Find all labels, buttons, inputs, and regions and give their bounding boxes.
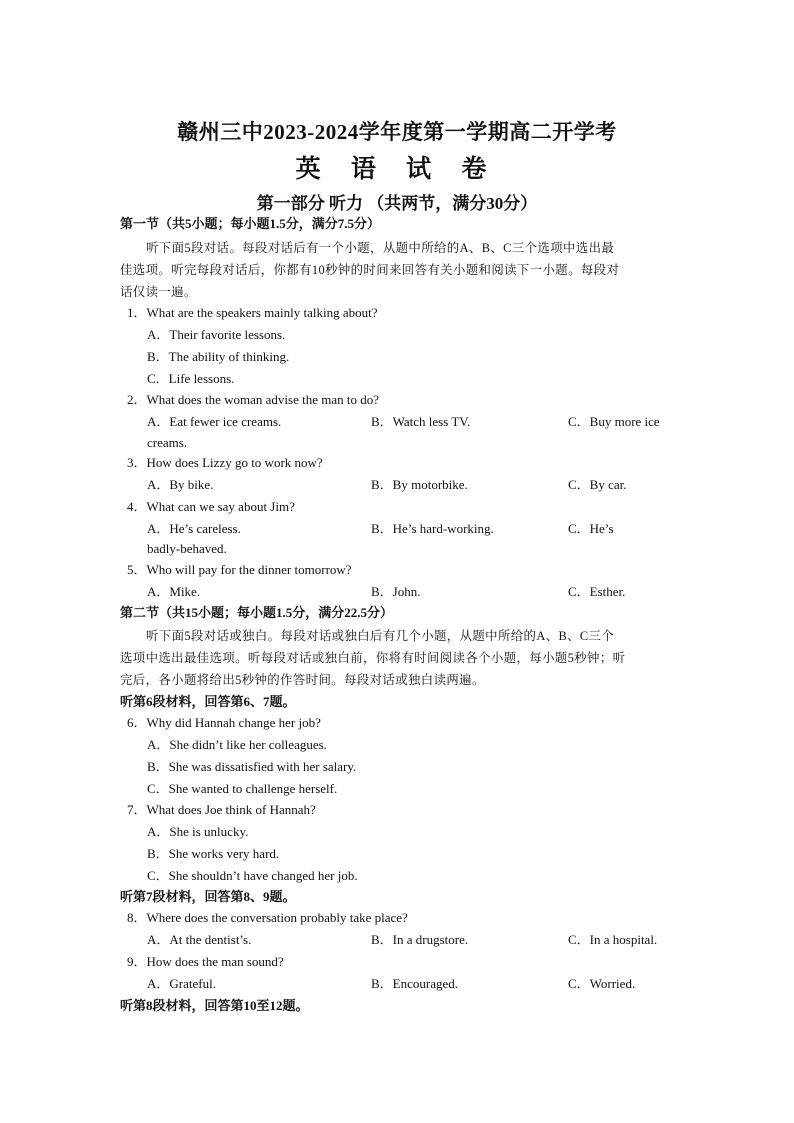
- question-5-option-c: C．Esther.: [568, 584, 626, 599]
- question-3-option-b: B．By motorbike.: [371, 477, 468, 492]
- question-9-option-b: B．Encouraged.: [371, 976, 459, 991]
- question-1-option-a: A．Their favorite lessons.: [147, 327, 286, 342]
- question-4-option-c: C．He’s: [568, 521, 614, 536]
- exam-title: 赣州三中2023-2024学年度第一学期高二开学考: [177, 120, 617, 144]
- question-7-option-b: B．She works very hard.: [147, 846, 280, 861]
- section2-instructions-line2: 选项中选出最佳选项。听每段对话或独白前，你将有时间阅读各个小题，每小题5秒钟；听: [120, 651, 626, 665]
- question-5-option-a: A．Mike.: [147, 584, 201, 599]
- section2-instructions-line1: 听下面5段对话或独白。每段对话或独白后有几个小题，从题中所给的A、B、C三个: [146, 629, 615, 643]
- question-7-option-c: C．She shouldn’t have changed her job.: [147, 868, 358, 883]
- question-7-stem: 7．What does Joe think of Hannah?: [127, 802, 316, 817]
- question-6-option-c: C．She wanted to challenge herself.: [147, 781, 338, 796]
- question-6-stem: 6．Why did Hannah change her job?: [127, 715, 321, 730]
- question-2-option-b: B．Watch less TV.: [371, 414, 471, 429]
- group-7-heading: 听第7段材料，回答第8、9题。: [120, 889, 296, 904]
- question-7-option-a: A．She is unlucky.: [147, 824, 249, 839]
- section2-instructions-line3: 完后，各小题将给出5秒钟的作答时间。每段对话或独白读两遍。: [120, 673, 485, 687]
- section1-heading: 第一节（共5小题；每小题1.5分，满分7.5分）: [120, 216, 381, 231]
- question-1-stem: 1．What are the speakers mainly talking about?: [127, 305, 378, 320]
- question-4-option-c-continued: badly-behaved.: [147, 541, 227, 556]
- exam-subtitle: 英 语 试 卷: [295, 156, 499, 183]
- question-4-option-b: B．He’s hard-working.: [371, 521, 494, 536]
- group-6-heading: 听第6段材料，回答第6、7题。: [120, 694, 296, 709]
- question-2-option-c: C．Buy more ice: [568, 414, 660, 429]
- question-9-option-c: C．Worried.: [568, 976, 636, 991]
- question-2-option-a: A．Eat fewer ice creams.: [147, 414, 282, 429]
- question-4-stem: 4．What can we say about Jim?: [127, 499, 295, 514]
- question-4-option-a: A．He’s careless.: [147, 521, 241, 536]
- question-8-option-c: C．In a hospital.: [568, 932, 658, 947]
- section1-instructions-line1: 听下面5段对话。每段对话后有一个小题，从题中所给的A、B、C三个选项中选出最: [146, 241, 615, 255]
- question-9-option-a: A．Grateful.: [147, 976, 216, 991]
- section1-instructions-line2: 佳选项。听完每段对话后，你都有10秒钟的时间来回答有关小题和阅读下一小题。每段对: [120, 263, 620, 277]
- question-6-option-b: B．She was dissatisfied with her salary.: [147, 759, 357, 774]
- question-1-option-b: B．The ability of thinking.: [147, 349, 290, 364]
- section2-heading: 第二节（共15小题；每小题1.5分，满分22.5分）: [120, 605, 394, 620]
- question-9-stem: 9．How does the man sound?: [127, 954, 284, 969]
- question-5-option-b: B．John.: [371, 584, 421, 599]
- question-8-stem: 8．Where does the conversation probably take place?: [127, 910, 408, 925]
- question-6-option-a: A．She didn’t like her colleagues.: [147, 737, 327, 752]
- question-1-option-c: C．Life lessons.: [147, 371, 235, 386]
- question-2-stem: 2．What does the woman advise the man to do?: [127, 392, 379, 407]
- part-heading: 第一部分 听力 （共两节，满分30分）: [256, 194, 538, 213]
- question-5-stem: 5．Who will pay for the dinner tomorrow?: [127, 562, 352, 577]
- question-8-option-a: A．At the dentist’s.: [147, 932, 252, 947]
- section1-instructions-line3: 话仅读一遍。: [120, 285, 197, 299]
- question-3-stem: 3．How does Lizzy go to work now?: [127, 455, 323, 470]
- question-3-option-c: C．By car.: [568, 477, 627, 492]
- question-2-option-c-continued: creams.: [147, 435, 188, 450]
- question-8-option-b: B．In a drugstore.: [371, 932, 469, 947]
- group-8-heading: 听第8段材料，回答第10至12题。: [120, 998, 309, 1013]
- question-3-option-a: A．By bike.: [147, 477, 214, 492]
